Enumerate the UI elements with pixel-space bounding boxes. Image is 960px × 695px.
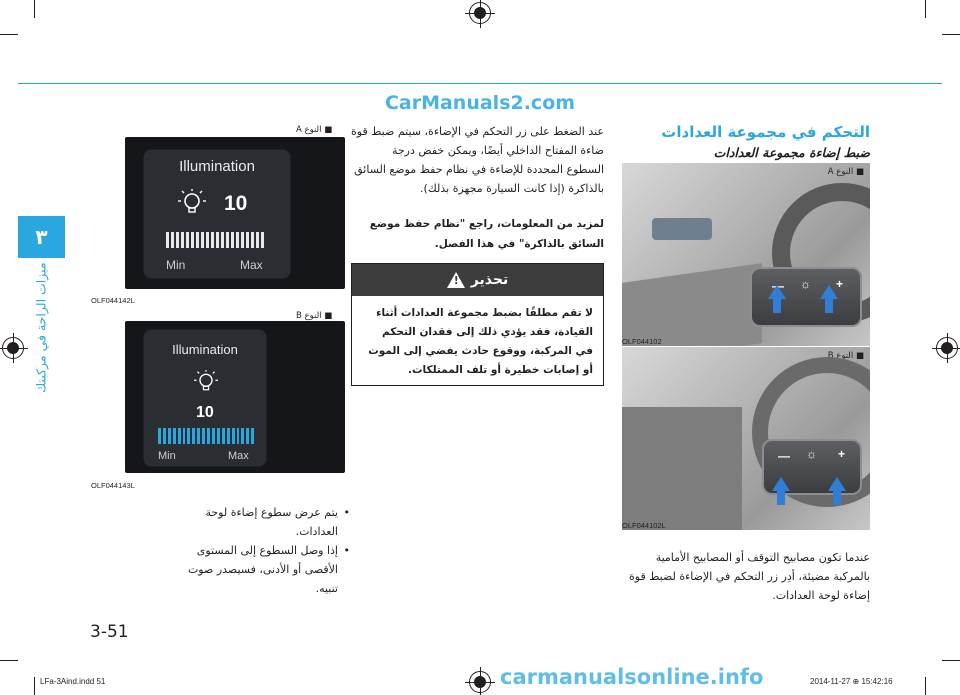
cluster-screen-b	[143, 329, 267, 467]
figure-code-cluster-a: OLF044142L	[91, 296, 135, 305]
paragraph-top: عند الضغط على زر التحكم في الإضاءة، سيتم ضبط قوة ضاءة المفتاح الداخلي أيضًا، ويمكن خفض درجة السطوع المحددة للإضاءة في نظام حفظ موضع السائق بالذاكرة (إذا كانت السيارة مجهزة بذلك).	[351, 125, 604, 195]
brightness-segment	[173, 428, 176, 444]
brightness-segment	[227, 428, 230, 444]
crop-mark	[0, 660, 18, 661]
crop-mark	[34, 677, 35, 695]
brightness-segment	[163, 428, 166, 444]
bullet-list	[180, 503, 350, 598]
brightness-segment	[236, 232, 239, 248]
cluster-display-b	[125, 321, 345, 473]
cluster-title-a: Illumination	[179, 158, 255, 175]
brightness-segment	[197, 428, 200, 444]
footer-date: 2014-11-27 ⊕ 15:42:16	[810, 677, 893, 686]
brightness-segment	[181, 232, 184, 248]
cluster-value-b: 10	[196, 404, 214, 421]
warning-title: تحذير	[470, 272, 509, 288]
figure-label-cluster-a: ■ النوع A	[296, 125, 333, 135]
brightness-segment	[207, 428, 210, 444]
figure-code-photo-b: OLF044102L	[622, 521, 666, 530]
cluster-value-a: 10	[224, 192, 248, 215]
brightness-segment	[216, 232, 219, 248]
crop-mark	[34, 0, 35, 18]
list-item: • إذا وصل السطوع إلى المستوى الأقصى أو الأدنى، فسيصدر صوت تنبيه.	[180, 541, 350, 598]
brightness-segment	[176, 232, 179, 248]
brightness-bar-b	[158, 428, 254, 444]
page-number: 3-51	[90, 622, 129, 642]
brightness-segment	[196, 232, 199, 248]
brightness-segment	[246, 428, 249, 444]
brightness-segment	[251, 232, 254, 248]
warning-box	[351, 263, 604, 386]
crop-mark	[942, 34, 960, 35]
cluster-min-a: Min	[166, 258, 186, 272]
cluster-screen-a	[143, 149, 291, 279]
bulb-icon	[194, 370, 218, 394]
warning-body: لا تقم مطلقًا بضبط مجموعة العدادات أثناء القيادة، فقد يؤدي ذلك إلى فقدان التحكم في المركبة، ووقوع حادث يفضي إلى الموت أو إصابات خطيرة أو تلف الممتلكات.	[368, 307, 593, 376]
brightness-segment	[166, 232, 169, 248]
plus-icon: +	[836, 277, 844, 291]
section-subheading: ضبط إضاءة مجموعة العدادات	[713, 145, 870, 160]
registration-mark-icon	[469, 671, 491, 693]
arrow-up-icon	[820, 285, 838, 299]
vent-shape	[652, 218, 712, 240]
brightness-segment	[256, 232, 259, 248]
brightness-segment	[211, 232, 214, 248]
brightness-segment	[221, 232, 224, 248]
dashboard-photo-b	[622, 347, 870, 530]
cluster-display-a	[125, 137, 345, 289]
cluster-min-b: Min	[158, 450, 176, 462]
figure-label-photo-b: ■ النوع B	[827, 351, 864, 361]
paragraph-bottom: عندما تكون مصابيح التوقف أو المصابيح الأمامية بالمركبة مضيئة، أدِر زر التحكم في الإضاءة لضبط قوة إضاءة لوحة العدادات.	[629, 551, 870, 602]
brightness-segment	[192, 428, 195, 444]
cluster-title-b: Illumination	[172, 342, 238, 357]
list-item: • يتم عرض سطوع إضاءة لوحة العدادات.	[180, 503, 350, 541]
cluster-max-a: Max	[240, 258, 263, 272]
brightness-segment	[231, 232, 234, 248]
arrow-up-icon	[768, 285, 786, 299]
brightness-segment	[171, 232, 174, 248]
arrow-up-icon	[772, 477, 790, 491]
bulb-icon	[178, 189, 206, 217]
footer-file: LFa-3Aind.indd 51	[40, 677, 106, 686]
brightness-segment	[178, 428, 181, 444]
note-text: لمزيد من المعلومات، راجع "نظام حفظ موضع السائق بالذاكرة" في هذا الفصل.	[369, 218, 604, 250]
brightness-segment	[241, 232, 244, 248]
dashboard-panel-shape	[622, 407, 742, 530]
dashboard-photo-a	[622, 163, 870, 346]
figure-label-cluster-b: ■ النوع B	[296, 311, 333, 321]
brightness-segment	[217, 428, 220, 444]
warning-header	[352, 264, 603, 296]
arrow-up-icon	[828, 477, 846, 491]
figure-label-photo-a: ■ النوع A	[827, 167, 864, 177]
registration-mark-icon	[469, 2, 491, 24]
chapter-tab: ٣	[18, 216, 65, 258]
brightness-segment	[158, 428, 161, 444]
brightness-segment	[191, 232, 194, 248]
crop-mark	[925, 0, 926, 18]
arrow-stem	[833, 491, 841, 505]
bulb-small-icon: ☼	[800, 277, 811, 291]
brightness-segment	[246, 232, 249, 248]
crop-mark	[0, 34, 18, 35]
brightness-segment	[251, 428, 254, 444]
minus-icon: —	[778, 449, 790, 463]
section-heading: التحكم في مجموعة العدادات	[661, 123, 870, 141]
brightness-segment	[237, 428, 240, 444]
brightness-segment	[168, 428, 171, 444]
warning-triangle-icon	[447, 272, 465, 288]
brightness-segment	[222, 428, 225, 444]
brightness-segment	[212, 428, 215, 444]
arrow-stem	[777, 491, 785, 505]
illumination-switch-a	[750, 267, 862, 327]
minus-icon: —	[772, 279, 784, 293]
brightness-segment	[226, 232, 229, 248]
brightness-segment	[261, 232, 264, 248]
brightness-segment	[232, 428, 235, 444]
brightness-segment	[187, 428, 190, 444]
figure-code-cluster-b: OLF044143L	[91, 481, 135, 490]
brightness-segment	[206, 232, 209, 248]
brightness-segment	[186, 232, 189, 248]
crop-mark	[942, 660, 960, 661]
cluster-max-b: Max	[228, 450, 249, 462]
registration-mark-icon	[936, 337, 958, 359]
registration-mark-icon	[2, 337, 24, 359]
plus-icon: +	[838, 447, 846, 461]
arrow-stem	[825, 299, 833, 313]
dashboard-panel-shape	[622, 263, 762, 346]
figure-code-photo-a: OLF044102	[622, 337, 662, 346]
bulb-small-icon: ☼	[806, 447, 817, 461]
arrow-stem	[773, 299, 781, 313]
chapter-title: ميزات الراحة في مركبتك	[33, 262, 49, 393]
brightness-segment	[201, 232, 204, 248]
brightness-segment	[202, 428, 205, 444]
brightness-segment	[183, 428, 186, 444]
brightness-segment	[241, 428, 244, 444]
header-rule	[18, 83, 942, 84]
watermark-bottom: carmanualsonline.info	[500, 665, 764, 689]
watermark-top: CarManuals2.com	[384, 92, 576, 114]
brightness-bar-a	[166, 232, 270, 248]
